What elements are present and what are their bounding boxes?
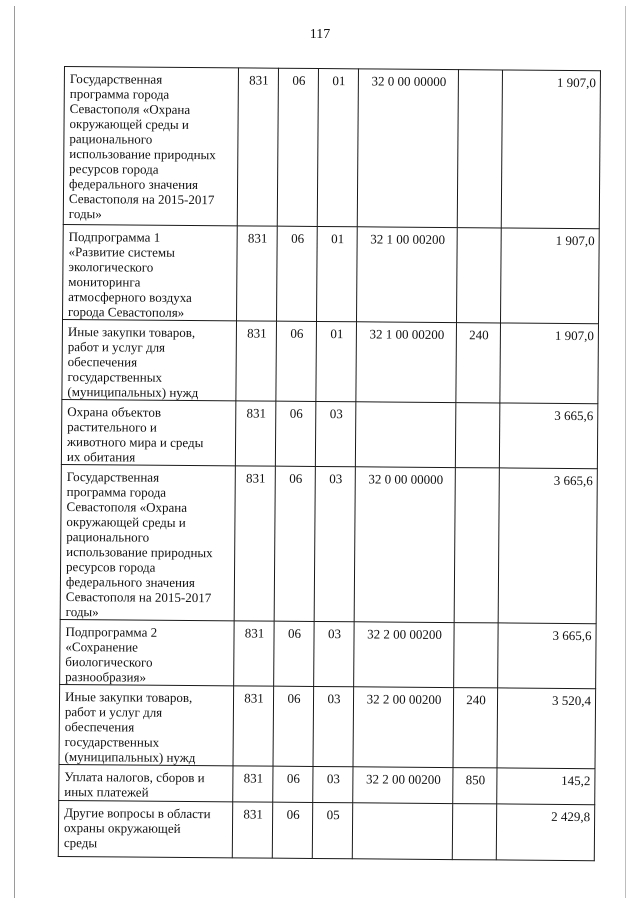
row-vr: 240: [456, 323, 501, 403]
row-sum: 3 665,6: [498, 468, 597, 624]
row-name: Иные закупки товаров, работ и услуг для обеспечения государственных (муниципальных) нужд: [59, 684, 234, 765]
row-gr: 831: [232, 802, 272, 858]
row-vr: 850: [453, 768, 497, 804]
row-pr: 05: [312, 802, 352, 858]
row-vr: [456, 228, 501, 323]
row-sum: 1 907,0: [500, 323, 599, 404]
table-body: [58, 67, 600, 861]
row-rz: 06: [274, 466, 315, 621]
table-row: [63, 67, 600, 229]
row-gr: 831: [234, 621, 275, 686]
row-vr: [454, 623, 499, 688]
row-csr: 32 1 00 00200: [356, 227, 457, 323]
row-gr: 831: [237, 68, 278, 226]
budget-table: [58, 66, 601, 861]
row-csr: 32 0 00 00000: [357, 69, 458, 228]
row-vr: [452, 804, 496, 860]
row-csr: 32 2 00 00200: [353, 767, 453, 804]
row-rz: 06: [272, 802, 312, 858]
row-rz: 06: [275, 401, 316, 466]
row-gr: 831: [233, 686, 274, 766]
row-name: Государственная программа города Севастополя «Охрана окружающей среды и рационального использование природных ресурсов города федерального значения Севастополя на 2015-2017 годы»: [63, 67, 238, 226]
table-row: [59, 684, 596, 768]
table-row: [58, 800, 594, 860]
row-pr: 03: [313, 686, 354, 766]
row-pr: 03: [314, 466, 355, 621]
row-sum: 1 907,0: [500, 228, 599, 324]
row-sum: 1 907,0: [501, 70, 600, 229]
row-sum: 2 429,8: [496, 804, 594, 861]
row-pr: 03: [313, 766, 353, 802]
row-name: Уплата налогов, сборов и иных платежей: [59, 764, 233, 801]
table-row: [59, 764, 595, 804]
row-csr: [352, 803, 452, 860]
row-gr: 831: [236, 321, 277, 401]
row-name: Подпрограмма 2 «Сохранение биологического разнообразия»: [60, 619, 235, 685]
row-name: Другие вопросы в области охраны окружающей среды: [58, 800, 232, 857]
row-pr: 01: [316, 321, 357, 401]
row-csr: 32 0 00 00000: [354, 467, 455, 623]
row-vr: [457, 70, 502, 228]
row-csr: 32 2 00 00200: [353, 687, 454, 768]
table-row: [63, 224, 600, 323]
row-csr: 32 2 00 00200: [354, 622, 455, 688]
page-number: 117: [309, 27, 331, 42]
row-csr: [355, 402, 456, 468]
row-sum: 3 665,6: [499, 403, 598, 469]
row-pr: 01: [317, 226, 358, 321]
table-row: [60, 464, 597, 623]
row-rz: 06: [274, 621, 315, 686]
row-rz: 06: [273, 766, 313, 802]
row-pr: 03: [315, 401, 356, 466]
table-row: [61, 399, 597, 468]
row-gr: 831: [233, 766, 273, 802]
row-gr: 831: [235, 401, 276, 466]
row-pr: 01: [317, 68, 358, 226]
row-pr: 03: [314, 621, 355, 686]
row-gr: 831: [234, 466, 275, 621]
row-rz: 06: [277, 68, 318, 226]
row-name: Иные закупки товаров, работ и услуг для обеспечения государственных (муниципальных) нужд: [62, 319, 237, 400]
row-name: Охрана объектов растительного и животного мира и среды их обитания: [61, 399, 236, 465]
row-rz: 06: [273, 686, 314, 766]
row-rz: 06: [277, 226, 318, 321]
row-vr: [454, 468, 499, 623]
table-row: [62, 319, 599, 403]
row-name: Государственная программа города Севастополя «Охрана окружающей среды и рационального использование природных ресурсов города федерального значения Севастополя на 2015-2017 годы»: [60, 464, 235, 620]
row-sum: 3 665,6: [498, 623, 597, 689]
row-gr: 831: [237, 226, 278, 321]
row-sum: 145,2: [497, 768, 595, 805]
row-vr: [455, 403, 500, 468]
row-vr: 240: [453, 688, 498, 768]
row-name: Подпрограмма 1 «Развитие системы экологического мониторинга атмосферного воздуха города Севастополя»: [63, 224, 238, 320]
row-csr: 32 1 00 00200: [356, 322, 457, 403]
row-rz: 06: [276, 321, 317, 401]
table-row: [60, 619, 596, 688]
row-sum: 3 520,4: [497, 688, 596, 769]
